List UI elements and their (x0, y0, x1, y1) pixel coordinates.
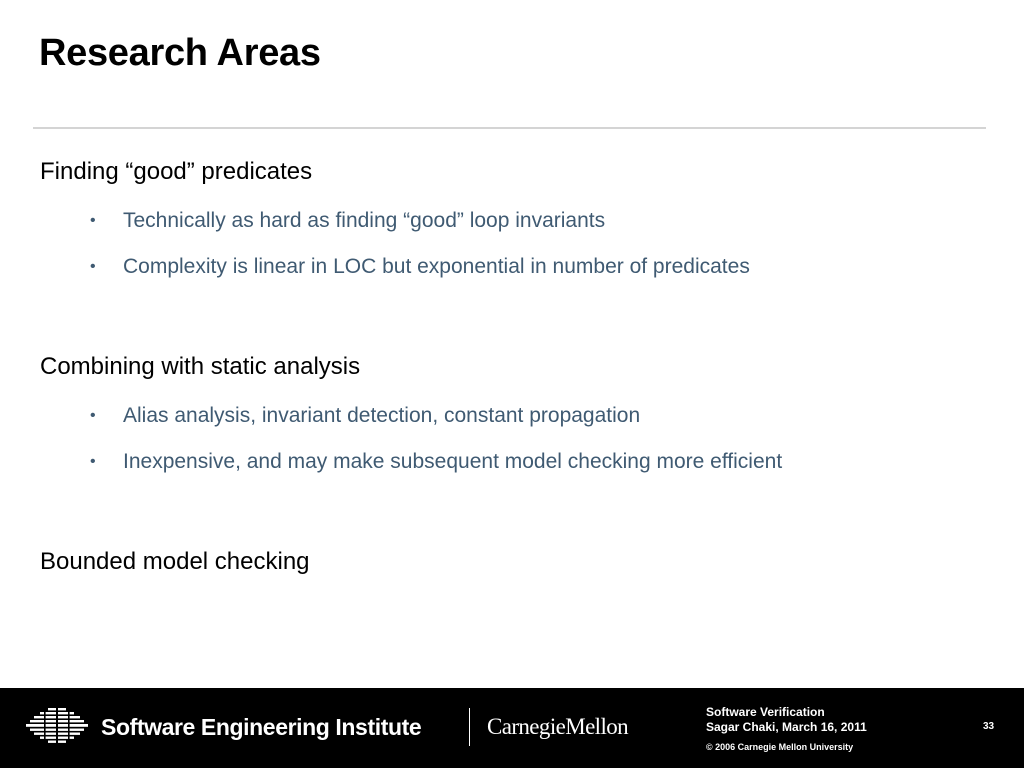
course-title: Software Verification (706, 705, 825, 719)
bullet-item (40, 402, 782, 430)
footer-bar (0, 688, 1024, 768)
bullet-text: Complexity is linear in LOC but exponential in number of predicates (123, 255, 750, 278)
cmu-wordmark: CarnegieMellon (487, 714, 629, 739)
page-number: 33 (983, 721, 995, 732)
section-heading: Finding “good” predicates (40, 158, 313, 185)
footer-info (706, 705, 867, 755)
section-bounded-model-checking (40, 545, 310, 579)
section-finding-predicates (40, 155, 750, 281)
bullet-list (40, 402, 782, 476)
sei-logo-icon (26, 708, 88, 746)
slide-title: Research Areas (39, 32, 321, 74)
bullet-dot-icon: • (90, 258, 96, 275)
section-heading: Combining with static analysis (40, 353, 361, 380)
bullet-dot-icon: • (90, 407, 96, 424)
bullet-list (40, 207, 750, 281)
presenter-date: Sagar Chaki, March 16, 2011 (706, 720, 867, 734)
bullet-item (40, 253, 750, 281)
bullet-text: Alias analysis, invariant detection, constant propagation (123, 404, 641, 427)
section-heading: Bounded model checking (40, 548, 310, 575)
copyright-notice: © 2006 Carnegie Mellon University (706, 742, 854, 752)
bullet-text: Technically as hard as finding “good” loop invariants (123, 209, 606, 232)
sei-wordmark: Software Engineering Institute (101, 714, 422, 740)
footer-divider (469, 708, 470, 746)
title-divider (33, 127, 986, 129)
bullet-text: Inexpensive, and may make subsequent model checking more efficient (123, 450, 783, 473)
bullet-item (40, 207, 750, 235)
bullet-dot-icon: • (90, 453, 96, 470)
bullet-item (40, 448, 782, 476)
section-static-analysis (40, 350, 782, 476)
bullet-dot-icon: • (90, 212, 96, 229)
